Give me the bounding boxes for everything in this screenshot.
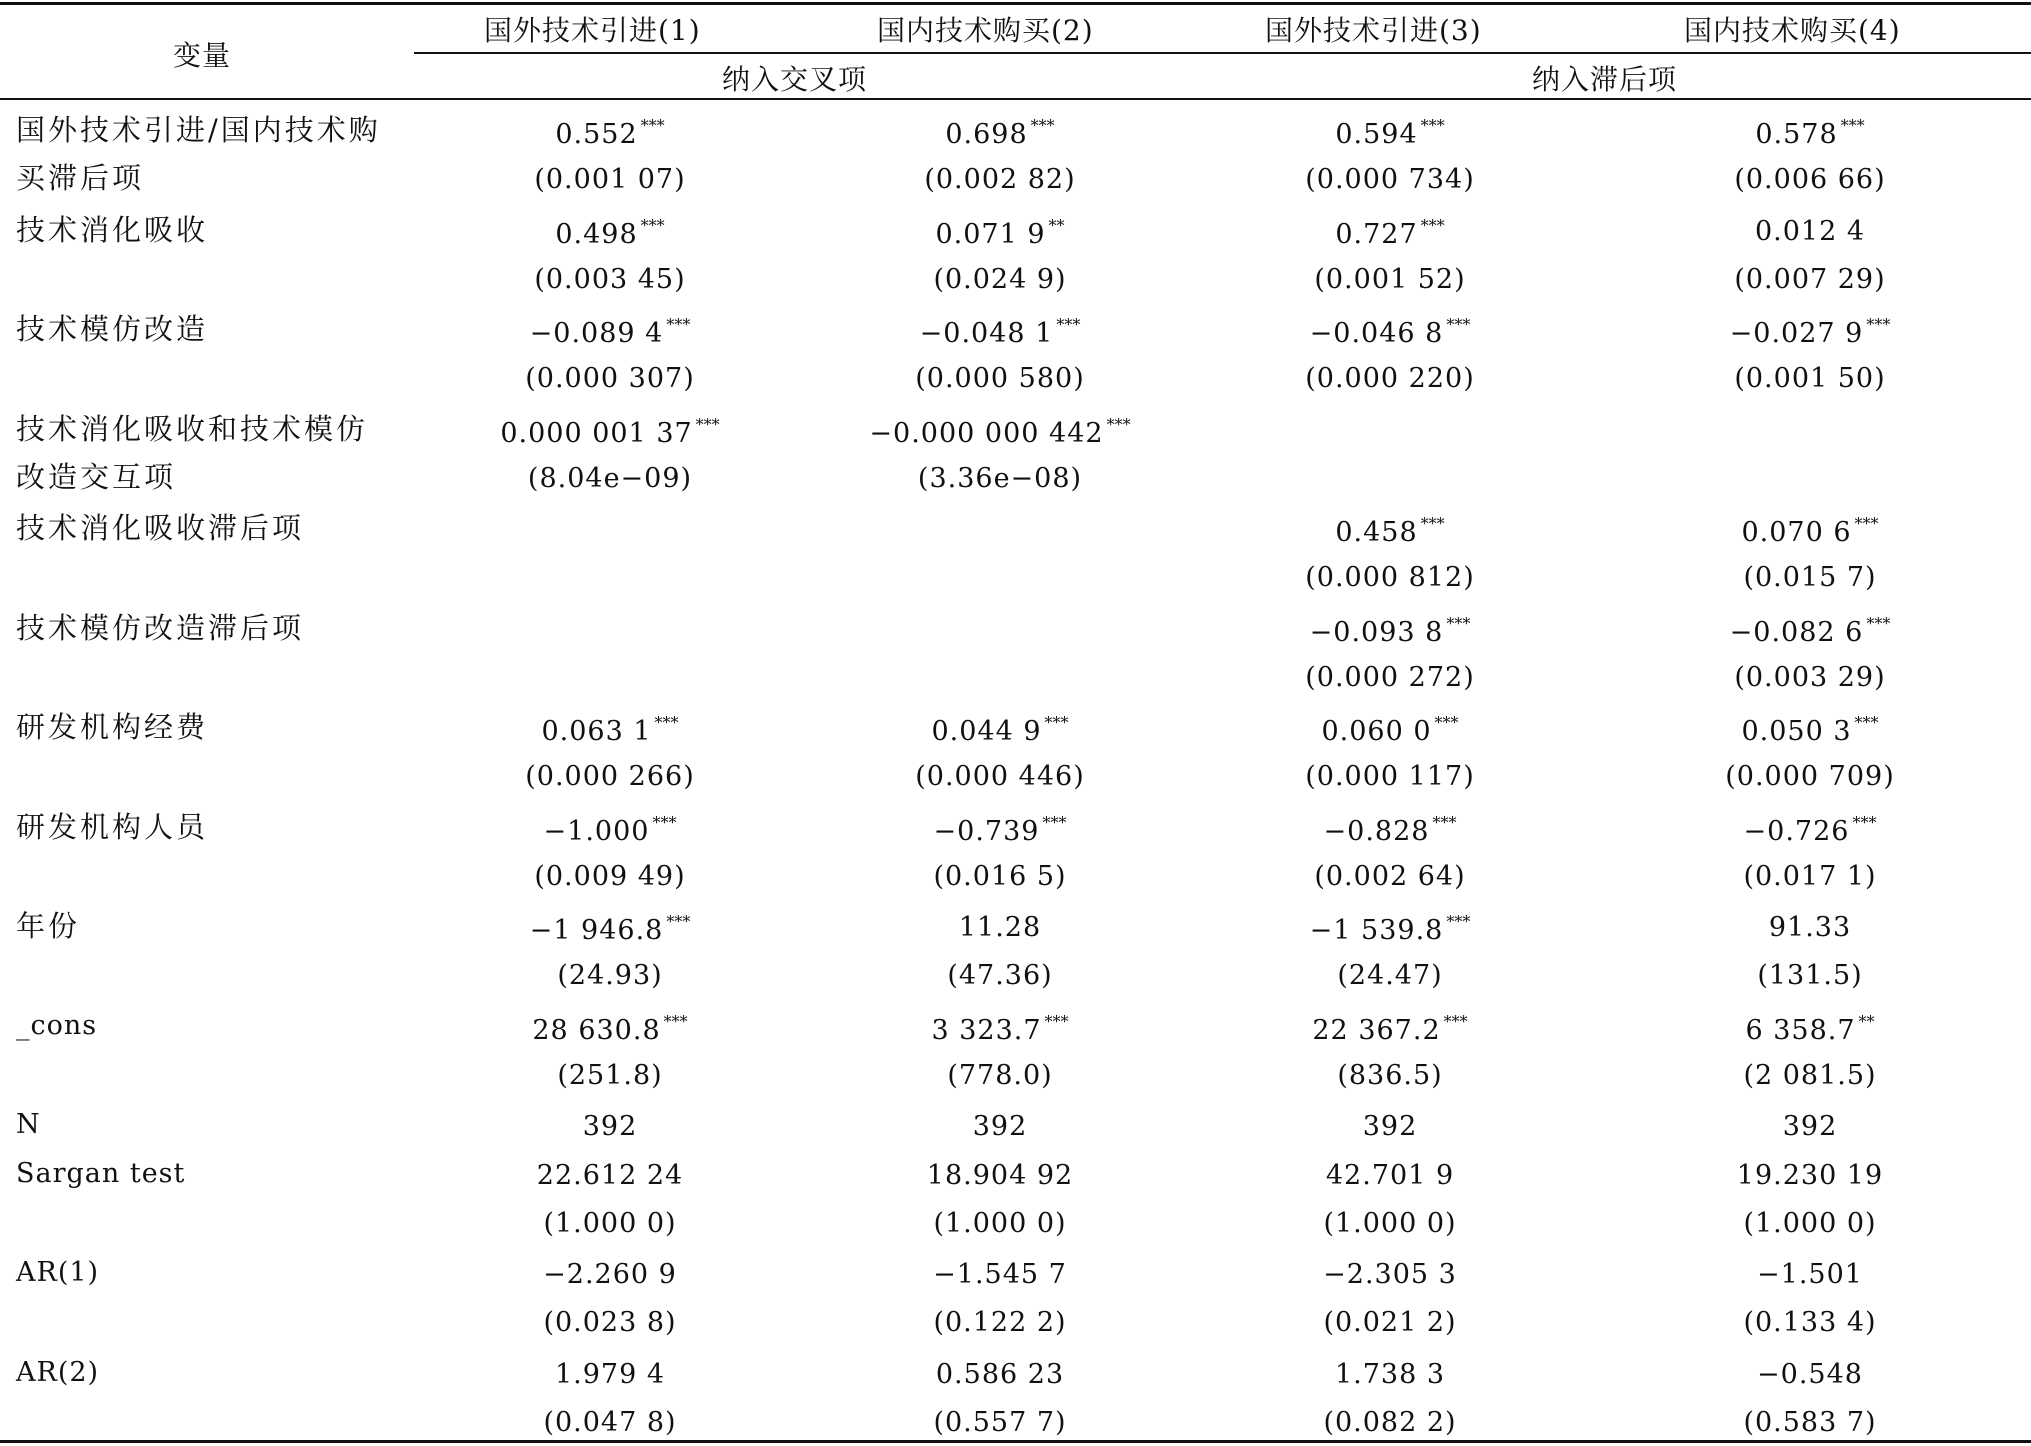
- significance-stars: ***: [1854, 713, 1879, 732]
- coefficient-cell: [1755, 218, 1865, 245]
- standard-error-cell: (0.000 446): [915, 761, 1085, 792]
- coefficient-cell: [869, 417, 1130, 447]
- coefficient-cell: [1730, 317, 1891, 347]
- coefficient-cell: [931, 1014, 1068, 1044]
- significance-stars: ***: [1443, 1012, 1468, 1031]
- coefficient-value: 3 323.7: [931, 1015, 1042, 1046]
- row-label-continued: 改造交互项: [16, 460, 177, 494]
- standard-error-cell: (0.002 64): [1314, 861, 1466, 892]
- coefficient-value: 22 367.2: [1312, 1015, 1441, 1046]
- standard-error-cell: (0.000 709): [1725, 761, 1895, 792]
- standard-error-cell: (0.000 220): [1305, 363, 1475, 394]
- coefficient-value: 0.552: [555, 119, 638, 150]
- header-group-rule: [414, 52, 2031, 54]
- group-header-lag: 纳入滞后项: [1532, 63, 1678, 96]
- coefficient-cell: [1769, 914, 1851, 941]
- coefficient-cell: [935, 218, 1064, 248]
- coefficient-value: 0.458: [1335, 517, 1418, 548]
- coefficient-value: 42.701 9: [1325, 1160, 1455, 1191]
- coefficient-cell: [1783, 1113, 1838, 1140]
- standard-error-cell: (0.133 4): [1743, 1307, 1877, 1338]
- coefficient-value: −0.548: [1757, 1359, 1863, 1390]
- standard-error-cell: (24.93): [557, 960, 663, 991]
- standard-error-cell: (0.016 5): [933, 861, 1067, 892]
- header-bottom-rule: [0, 98, 2031, 100]
- coefficient-cell: [532, 1014, 687, 1044]
- column-header-4: 国内技术购买(4): [1684, 14, 1901, 47]
- coefficient-value: 19.230 19: [1736, 1160, 1884, 1191]
- coefficient-value: 1.979 4: [554, 1359, 666, 1390]
- coefficient-cell: [1310, 616, 1471, 646]
- row-label: N: [16, 1109, 41, 1140]
- coefficient-value: −0.048 1: [919, 318, 1054, 349]
- significance-stars: ***: [1434, 713, 1459, 732]
- coefficient-cell: [945, 118, 1054, 148]
- coefficient-value: −2.305 3: [1323, 1259, 1457, 1290]
- significance-stars: ***: [1420, 116, 1445, 135]
- standard-error-cell: (47.36): [947, 960, 1053, 991]
- coefficient-value: −1 946.8: [529, 915, 664, 946]
- coefficient-cell: [1335, 516, 1444, 546]
- standard-error-cell: (251.8): [557, 1060, 663, 1091]
- coefficient-cell: [1744, 815, 1877, 845]
- significance-stars: ***: [1866, 315, 1891, 334]
- coefficient-value: 392: [582, 1111, 638, 1142]
- coefficient-value: −0.000 000 442: [869, 418, 1104, 449]
- standard-error-cell: (0.082 2): [1323, 1407, 1457, 1438]
- significance-stars: ***: [1420, 514, 1445, 533]
- standard-error-cell: (131.5): [1757, 960, 1863, 991]
- coefficient-cell: [543, 1261, 677, 1288]
- coefficient-cell: [555, 1361, 665, 1388]
- coefficient-value: −1.501: [1757, 1259, 1863, 1290]
- significance-stars: ***: [640, 116, 665, 135]
- standard-error-cell: (0.000 580): [915, 363, 1085, 394]
- coefficient-value: 11.28: [958, 912, 1042, 943]
- standard-error-cell: (8.04e−09): [527, 463, 693, 494]
- row-label: AR(2): [16, 1357, 100, 1388]
- standard-error-cell: (1.000 0): [543, 1208, 677, 1239]
- coefficient-cell: [1335, 218, 1444, 248]
- standard-error-cell: (3.36e−08): [917, 463, 1083, 494]
- coefficient-value: 0.727: [1335, 219, 1418, 250]
- standard-error-cell: (0.009 49): [534, 861, 686, 892]
- coefficient-value: 91.33: [1768, 912, 1852, 943]
- coefficient-value: 0.578: [1755, 119, 1838, 150]
- coefficient-cell: [933, 1261, 1067, 1288]
- coefficient-value: −1 539.8: [1309, 915, 1444, 946]
- significance-stars: ***: [1056, 315, 1081, 334]
- coefficient-value: −0.027 9: [1729, 318, 1864, 349]
- row-label: AR(1): [16, 1257, 100, 1288]
- table-bottom-rule: [0, 1440, 2031, 1443]
- standard-error-cell: (0.000 272): [1305, 662, 1475, 693]
- coefficient-value: −0.093 8: [1309, 617, 1444, 648]
- coefficient-value: −0.082 6: [1729, 617, 1864, 648]
- standard-error-cell: (0.002 82): [924, 164, 1076, 195]
- coefficient-value: −0.046 8: [1309, 318, 1444, 349]
- standard-error-cell: (0.047 8): [543, 1407, 677, 1438]
- significance-stars: ***: [1446, 912, 1471, 931]
- row-label: 技术模仿改造: [16, 312, 209, 346]
- standard-error-cell: (0.003 45): [534, 264, 686, 295]
- coefficient-value: 18.904 92: [926, 1160, 1074, 1191]
- significance-stars: ***: [1432, 813, 1457, 832]
- standard-error-cell: (0.000 812): [1305, 562, 1475, 593]
- coefficient-value: 28 630.8: [532, 1015, 661, 1046]
- coefficient-cell: [1323, 1261, 1457, 1288]
- significance-stars: ***: [652, 813, 677, 832]
- significance-stars: ***: [666, 315, 691, 334]
- coefficient-value: −0.089 4: [529, 318, 664, 349]
- standard-error-cell: (0.583 7): [1743, 1407, 1877, 1438]
- coefficient-cell: [1741, 516, 1878, 546]
- coefficient-value: 0.012 4: [1754, 216, 1866, 247]
- coefficient-value: 0.070 6: [1741, 517, 1852, 548]
- coefficient-cell: [931, 715, 1068, 745]
- significance-stars: ***: [663, 1012, 688, 1031]
- standard-error-cell: (0.122 2): [933, 1307, 1067, 1338]
- standard-error-cell: (0.015 7): [1743, 562, 1877, 593]
- coefficient-cell: [936, 1361, 1064, 1388]
- coefficient-value: 0.071 9: [935, 219, 1046, 250]
- significance-stars: ***: [640, 216, 665, 235]
- significance-stars: ***: [1030, 116, 1055, 135]
- significance-stars: ***: [1854, 514, 1879, 533]
- coefficient-cell: [1741, 715, 1878, 745]
- variable-header: 变量: [173, 39, 232, 72]
- significance-stars: ***: [1840, 116, 1865, 135]
- standard-error-cell: (0.000 307): [525, 363, 695, 394]
- coefficient-cell: [1363, 1113, 1418, 1140]
- standard-error-cell: (0.000 266): [525, 761, 695, 792]
- significance-stars: ***: [654, 713, 679, 732]
- coefficient-cell: [959, 914, 1041, 941]
- standard-error-cell: (778.0): [947, 1060, 1053, 1091]
- standard-error-cell: (0.001 52): [1314, 264, 1466, 295]
- standard-error-cell: (0.003 29): [1734, 662, 1886, 693]
- significance-stars: ***: [1420, 216, 1445, 235]
- row-label: _cons: [16, 1010, 98, 1041]
- significance-stars: ***: [1446, 315, 1471, 334]
- coefficient-cell: [1335, 1361, 1445, 1388]
- coefficient-cell: [530, 914, 691, 944]
- coefficient-cell: [973, 1113, 1028, 1140]
- standard-error-cell: (0.000 117): [1305, 761, 1475, 792]
- standard-error-cell: (0.023 8): [543, 1307, 677, 1338]
- coefficient-value: −1.545 7: [933, 1259, 1067, 1290]
- row-label: 研发机构人员: [16, 810, 209, 844]
- column-header-1: 国外技术引进(1): [484, 14, 701, 47]
- coefficient-cell: [934, 815, 1067, 845]
- significance-stars: ***: [1852, 813, 1877, 832]
- coefficient-value: 0.498: [555, 219, 638, 250]
- coefficient-value: 0.050 3: [1741, 716, 1852, 747]
- standard-error-cell: (836.5): [1337, 1060, 1443, 1091]
- significance-stars: ***: [1044, 713, 1069, 732]
- coefficient-value: 0.063 1: [541, 716, 652, 747]
- coefficient-cell: [1310, 914, 1471, 944]
- coefficient-cell: [500, 417, 719, 447]
- standard-error-cell: (1.000 0): [1743, 1208, 1877, 1239]
- significance-stars: ***: [695, 415, 720, 434]
- coefficient-cell: [537, 1162, 683, 1189]
- group-header-interaction: 纳入交叉项: [722, 63, 868, 96]
- coefficient-value: 0.698: [945, 119, 1028, 150]
- significance-stars: ***: [1044, 1012, 1069, 1031]
- coefficient-cell: [1757, 1261, 1863, 1288]
- coefficient-cell: [1755, 118, 1864, 148]
- coefficient-cell: [920, 317, 1081, 347]
- column-header-3: 国外技术引进(3): [1265, 14, 1482, 47]
- coefficient-cell: [541, 715, 678, 745]
- coefficient-value: 0.044 9: [931, 716, 1042, 747]
- coefficient-cell: [1324, 815, 1457, 845]
- coefficient-cell: [1745, 1014, 1874, 1044]
- coefficient-cell: [1757, 1361, 1863, 1388]
- standard-error-cell: (0.007 29): [1734, 264, 1886, 295]
- significance-stars: ***: [1866, 614, 1891, 633]
- coefficient-cell: [530, 317, 691, 347]
- coefficient-cell: [583, 1113, 638, 1140]
- standard-error-cell: (0.024 9): [933, 264, 1067, 295]
- coefficient-value: −0.739: [933, 816, 1040, 847]
- standard-error-cell: (0.557 7): [933, 1407, 1067, 1438]
- coefficient-cell: [1737, 1162, 1883, 1189]
- standard-error-cell: (0.017 1): [1743, 861, 1877, 892]
- coefficient-value: 0.000 001 37: [500, 418, 693, 449]
- standard-error-cell: (0.001 50): [1734, 363, 1886, 394]
- coefficient-cell: [927, 1162, 1073, 1189]
- row-label: 研发机构经费: [16, 710, 209, 744]
- row-label: 技术消化吸收和技术模仿: [16, 412, 369, 446]
- coefficient-cell: [1310, 317, 1471, 347]
- standard-error-cell: (1.000 0): [1323, 1208, 1457, 1239]
- coefficient-value: 6 358.7: [1745, 1015, 1856, 1046]
- coefficient-value: −2.260 9: [543, 1259, 677, 1290]
- coefficient-value: −0.726: [1743, 816, 1850, 847]
- coefficient-value: 0.586 23: [935, 1359, 1065, 1390]
- row-label: Sargan test: [16, 1158, 186, 1189]
- standard-error-cell: (1.000 0): [933, 1208, 1067, 1239]
- row-label: 技术消化吸收滞后项: [16, 511, 305, 545]
- row-label: 技术模仿改造滞后项: [16, 611, 305, 645]
- column-header-2: 国内技术购买(2): [877, 14, 1094, 47]
- coefficient-cell: [1730, 616, 1891, 646]
- coefficient-value: 392: [972, 1111, 1028, 1142]
- coefficient-value: −0.828: [1323, 816, 1430, 847]
- coefficient-value: 0.594: [1335, 119, 1418, 150]
- standard-error-cell: (2 081.5): [1743, 1060, 1877, 1091]
- coefficient-value: 392: [1362, 1111, 1418, 1142]
- coefficient-cell: [1326, 1162, 1454, 1189]
- coefficient-value: 22.612 24: [536, 1160, 684, 1191]
- standard-error-cell: (0.006 66): [1734, 164, 1886, 195]
- row-label-continued: 买滞后项: [16, 161, 145, 195]
- significance-stars: ***: [666, 912, 691, 931]
- row-label: 国外技术引进/国内技术购: [16, 113, 381, 147]
- significance-stars: ***: [1106, 415, 1131, 434]
- standard-error-cell: (0.021 2): [1323, 1307, 1457, 1338]
- coefficient-value: 392: [1782, 1111, 1838, 1142]
- significance-stars: ***: [1446, 614, 1471, 633]
- significance-stars: ***: [1042, 813, 1067, 832]
- standard-error-cell: (0.000 734): [1305, 164, 1475, 195]
- coefficient-cell: [555, 118, 664, 148]
- standard-error-cell: (0.001 07): [534, 164, 686, 195]
- coefficient-value: 1.738 3: [1334, 1359, 1446, 1390]
- coefficient-value: −1.000: [543, 816, 650, 847]
- coefficient-cell: [1321, 715, 1458, 745]
- significance-stars: **: [1048, 216, 1065, 235]
- row-label: 年份: [16, 909, 81, 943]
- coefficient-cell: [1335, 118, 1444, 148]
- row-label: 技术消化吸收: [16, 213, 209, 247]
- significance-stars: **: [1858, 1012, 1875, 1031]
- coefficient-cell: [555, 218, 664, 248]
- coefficient-value: 0.060 0: [1321, 716, 1432, 747]
- table-top-rule: [0, 2, 2031, 5]
- coefficient-cell: [544, 815, 677, 845]
- coefficient-cell: [1312, 1014, 1467, 1044]
- standard-error-cell: (24.47): [1337, 960, 1443, 991]
